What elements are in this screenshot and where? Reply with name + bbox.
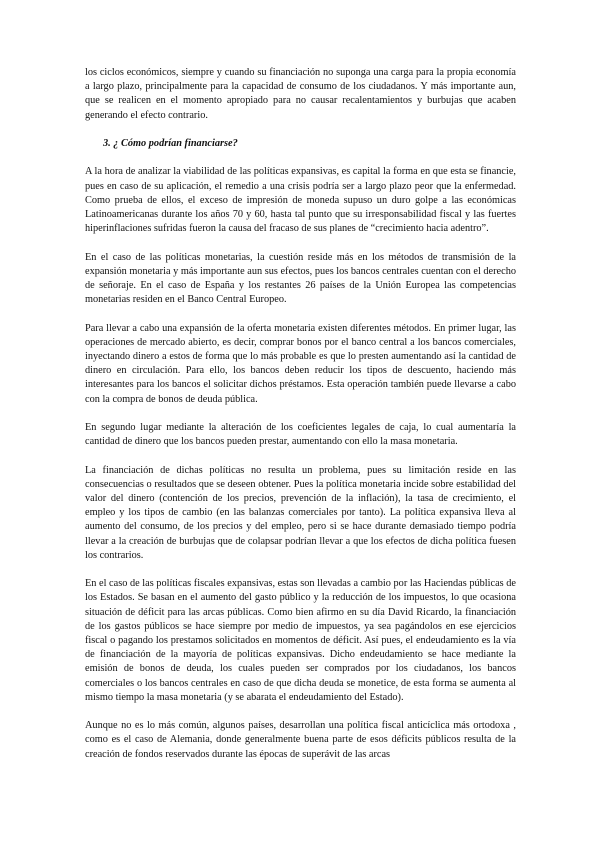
document-page: [85, 66, 516, 776]
paragraph-financing-viability: A la hora de analizar la viabilidad de las políticas expansivas, es capital la forma en que esta se financie, pues en caso de su aplicación, el remedio a una crisis podría ser a largo plazo peor que la enfermedad. Como prueba de ellos, el exceso de impresión de moneda supuso un duro golpe a las económicas Latinoamericanas durante los años 70 y 60, hasta tal punto que su irresponsabilidad fiscal y las fuertes hiperinflaciones sufridas fueron la causa del fracaso de sus planes de “crecimiento hacia adentro”.: [85, 166, 516, 235]
section-heading: 3. ¿ Cómo podrían financiarse?: [103, 138, 238, 149]
paragraph-financing-limits: La financiación de dichas políticas no resulta un problema, pues su limitación reside en las consecuencias o resultados que se deseen obtener. Pues la política monetaria incide sobre estabilidad del valor del dinero (contención de los precios, prevención de la inflación), la tasa de crecimiento, el empleo y los tipos de cambio (en las balanzas comerciales por tanto). La política expansiva lleva al aumento del consumo, de los precios y del empleo, pero si se hace durante demasiado tiempo podría llevar a la creación de burbujas que de colapsar podrían llevar a que los efectos de dicha política fuesen los contrarios.: [85, 464, 516, 561]
paragraph-intro-continuation: los ciclos económicos, siempre y cuando su financiación no suponga una carga para la propia economía a largo plazo, principalmente para la capacidad de consumo de los ciudadanos. Y más importante aun, que se realicen en el momento apropiado para no causar recalentamientos y burbujas que acaben generando el efecto contrario.: [85, 67, 516, 121]
paragraph-monetary-expansion-methods: Para llevar a cabo una expansión de la oferta monetaria existen diferentes métodos. En primer lugar, las operaciones de mercado abierto, es decir, comprar bonos por el banco central a los bancos comerciales, inyectando dinero a estos de forma que lo más probable es que lo presten aumentando así la cantidad de dinero en circulación. Para ello, los bancos deben reducir los tipos de descuento, haciendo más interesantes para los bancos el solicitar dichos préstamos. Esta operación también puede llevarse a cabo con la compra de bonos de deuda pública.: [85, 322, 516, 405]
paragraph-reserve-coefficients: En segundo lugar mediante la alteración de los coeficientes legales de caja, lo cual aumentaría la cantidad de dinero que los bancos pueden prestar, aumentando con ello la masa monetaria.: [85, 422, 516, 448]
paragraph-fiscal-policy: En el caso de las políticas fiscales expansivas, estas son llevadas a cambio por las Haciendas públicas de los Estados. Se basan en el aumento del gasto público y la reducción de los impuestos, lo que ocasiona situación de déficit para las arcas públicas. Como bien afirmo en su día David Ricardo, la financiación de los gastos públicos se hace siempre por medio de impuestos, ya sea pagándolos en ese ejercicios fiscal o pagando los prestamos solicitados en momentos de déficit. Así pues, el endeudamiento es la vía de financiación de la mayoría de políticas expansivas. Dicho endeudamiento se hace mediante la emisión de bonos de deuda, los cuales pueden ser comprados por los ciudadanos, los bancos comerciales o los bancos centrales en caso de que dicha deuda se monetice, de esta forma se aumenta al mismo tiempo la masa monetaria (y se abarata el endeudamiento del Estado).: [85, 578, 516, 703]
paragraph-monetary-policy: En el caso de las políticas monetarias, la cuestión reside más en los métodos de transmisión de la expansión monetaria y más importante aun sus efectos, pues los bancos centrales cuentan con el derecho de señoraje. En el caso de España y los restantes 26 países de la Unión Europea las competencias monetarias residen en el Banco Central Europeo.: [85, 251, 516, 306]
paragraph-countercyclical-policy: Aunque no es lo más común, algunos países, desarrollan una política fiscal anticíclica más ortodoxa , como es el caso de Alemania, donde generalmente buena parte de esos déficits públicos resulta de la creación de fondos reservados durante las épocas de superávit de las arcas: [85, 720, 516, 760]
